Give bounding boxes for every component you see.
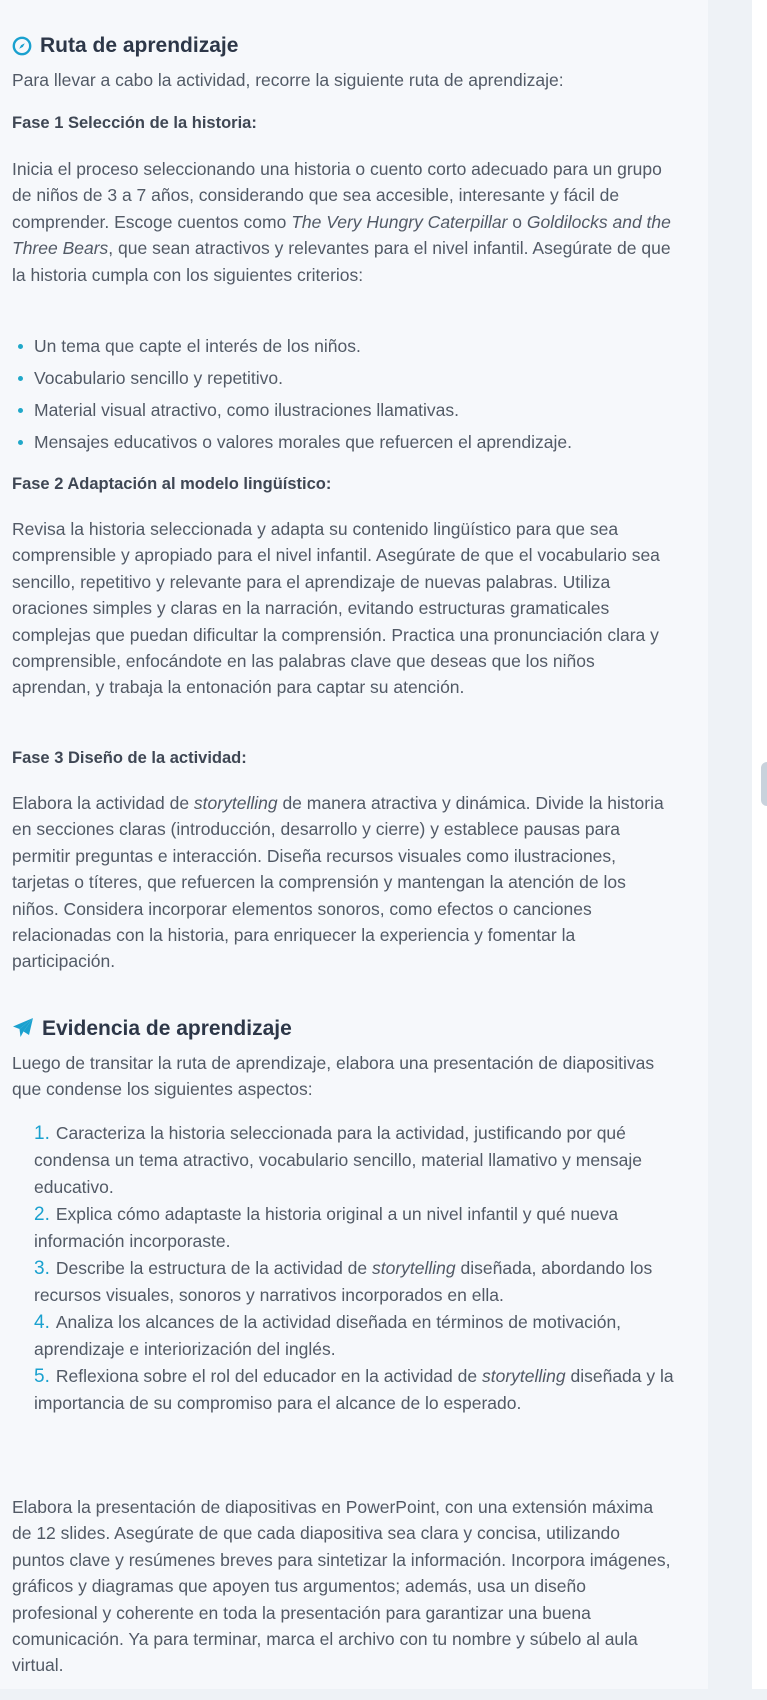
phase1-text: Inicia el proceso seleccionando una historia o cuento corto adecuado para un grupo de niños de 3 a 7 años, considerando que sea accesible, interesante y fácil de comprender. Escoge cuentos como The Very Hungry Caterpillar o Goldilocks and the Three Bears, que sean atractivos y relevantes para el nivel infantil. Asegúrate de que la historia cumpla con los siguientes criterios: <box>12 159 671 285</box>
phase3-text: Elabora la actividad de storytelling de manera atractiva y dinámica. Divide la historia en secciones claras (introducción, desarrollo y cierre) y establece pausas para permitir preguntas e interacción. Diseña recursos visuales como ilustraciones, tarjetas o títeres, que refuercen la comprensión y mantengan la atención de los niños. Considera incorporar elementos sonoros, como efectos o canciones relacionadas con la historia, para enriquecer la experiencia y fomentar la participación. <box>12 793 664 972</box>
book-title-2: Goldilocks and the Three Bears <box>12 211 671 259</box>
evidence-list <box>34 1120 674 1417</box>
phase1-title: Fase 1 Selección de la historia: <box>12 114 257 132</box>
list-item: Vocabulario sencillo y repetitivo. <box>12 367 572 399</box>
phase2-text: Revisa la historia seleccionada y adapta su contenido lingüístico para que sea comprensible y apropiado para el nivel infantil. Asegúrate de que el vocabulario sea sencillo, repetitivo y relevante para el aprendizaje de nuevas palabras. Utiliza oraciones simples y claras en la narración, evitando estructuras gramaticales complejas que puedan dificultar la comprensión. Practica una pronunciación clara y comprensible, enfocándote en las palabras clave que deseas que los niños aprendan, y trabaja la entonación para captar su atención. <box>12 519 660 698</box>
list-item: 3. Describe la estructura de la actividad de storytelling diseñada, abordando los recursos visuales, sonoros y narrativos incorporados en ella. <box>34 1258 653 1305</box>
list-item: 5. Reflexiona sobre el rol del educador en la actividad de storytelling diseñada y la importancia de su compromiso para el alcance de lo esperado. <box>34 1366 674 1413</box>
side-tab-handle[interactable] <box>761 762 767 806</box>
list-item: 2. Explica cómo adaptaste la historia original a un nivel infantil y qué nueva información incorporaste. <box>34 1204 619 1251</box>
list-item: 1. Caracteriza la historia seleccionada para la actividad, justificando por qué condensa un tema atractivo, vocabulario sencillo, material llamativo y mensaje educativo. <box>34 1123 642 1197</box>
phase3-title: Fase 3 Diseño de la actividad: <box>12 749 247 767</box>
list-item: Un tema que capte el interés de los niños. <box>12 335 572 367</box>
evidence-title <box>12 1017 292 1039</box>
paper-plane-icon <box>12 1017 34 1039</box>
list-item: Material visual atractivo, como ilustraciones llamativas. <box>12 399 572 431</box>
criteria-list <box>12 335 572 463</box>
phase2-title: Fase 2 Adaptación al modelo lingüístico: <box>12 475 332 493</box>
book-title-1: The Very Hungry Caterpillar <box>291 211 508 232</box>
route-title <box>12 35 238 56</box>
list-item: Mensajes educativos o valores morales que refuercen el aprendizaje. <box>12 431 572 463</box>
storytelling-term: storytelling <box>193 793 278 813</box>
list-item: 4. Analiza los alcances de la actividad diseñada en términos de motivación, aprendizaje e interiorización del inglés. <box>34 1312 622 1359</box>
evidence-title-text: Evidencia de aprendizaje <box>42 1016 292 1040</box>
evidence-intro: Luego de transitar la ruta de aprendizaje, elabora una presentación de diapositivas que condense los siguientes aspectos: <box>12 1053 655 1100</box>
route-intro: Para llevar a cabo la actividad, recorre la siguiente ruta de aprendizaje: <box>12 70 564 90</box>
evidence-closing: Elabora la presentación de diapositivas en PowerPoint, con una extensión máxima de 12 slides. Asegúrate de que cada diapositiva sea clara y concisa, utilizando puntos clave y resúmenes breves para sintetizar la información. Incorpora imágenes, gráficos y diagramas que apoyen tus argumentos; además, usa un diseño profesional y coherente en toda la presentación para garantizar una buena comunicación. Ya para terminar, marca el archivo con tu nombre y súbelo al aula virtual. <box>12 1497 671 1676</box>
compass-icon <box>12 36 32 56</box>
side-panel <box>752 0 767 1689</box>
route-title-text: Ruta de aprendizaje <box>40 34 239 57</box>
